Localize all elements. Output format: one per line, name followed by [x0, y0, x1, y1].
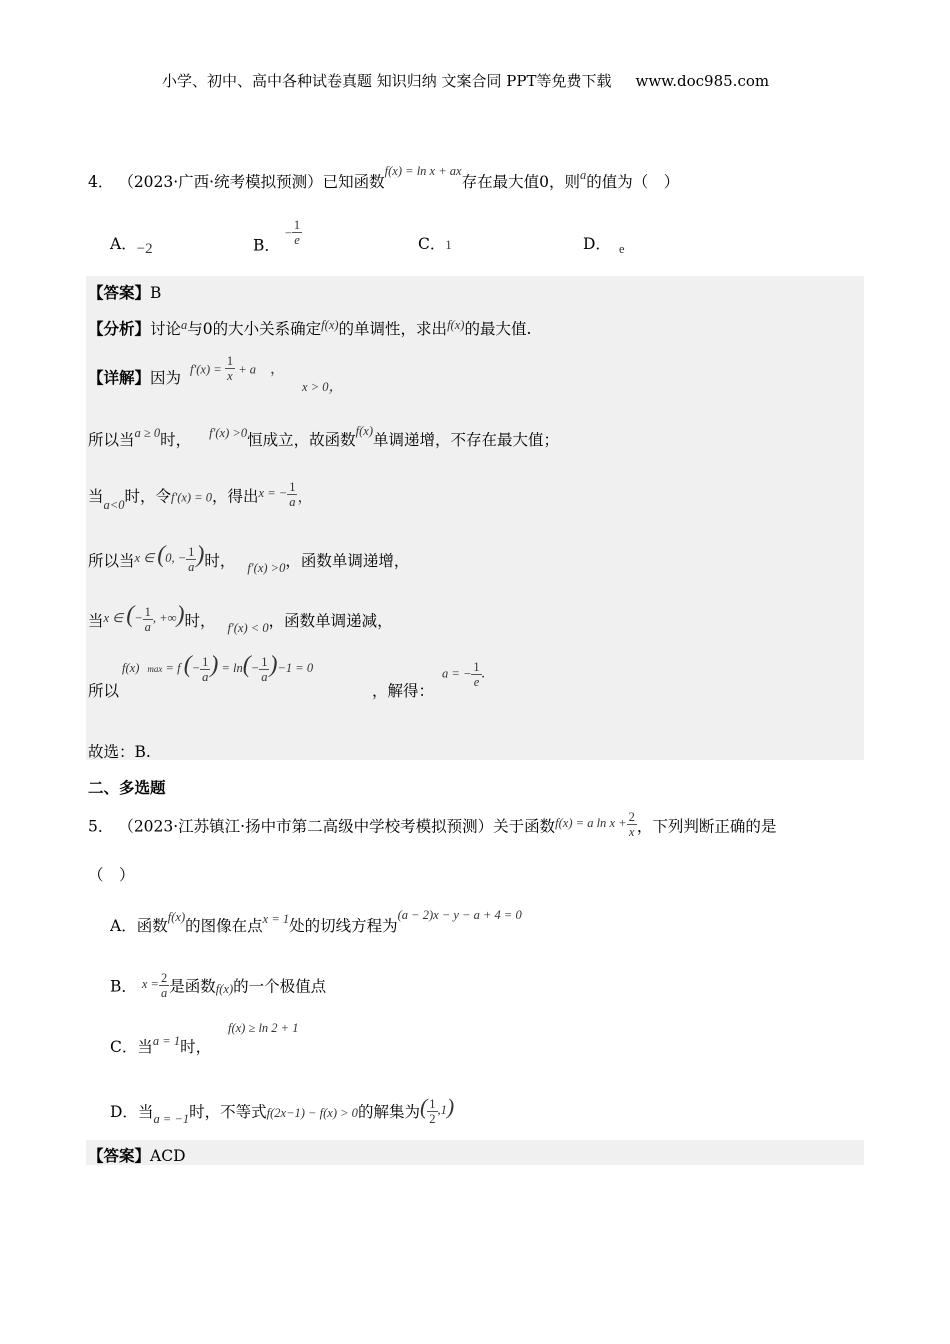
q4-analysis-text-4: 的最大值. [464, 320, 532, 338]
q4-domain: x > 0， [302, 379, 344, 395]
q4-detail-text-2d: 单调递增，不存在最大值； [373, 431, 560, 449]
q4-analysis [88, 317, 531, 339]
q4-detail-line-3: 当$_{a<0}$时，令f′(x) = 0，得出$^{x = - \frac{1}{a}}$ ， [88, 480, 313, 513]
q4-answer [88, 281, 161, 303]
q4-analysis-fx-2: f(x) [447, 318, 465, 332]
q4-detail-text-5: 当 [88, 612, 104, 630]
q4-stem-pre: （2023·广西·统考模拟预测）已知函数 [118, 173, 385, 191]
question-5-stem [88, 810, 777, 843]
q4-detail-tag: 【详解】 [88, 368, 151, 387]
q5-function: f(x) = a ln x + 2 x [555, 810, 635, 839]
q5-option-c-text-2: 时， [180, 1038, 212, 1056]
answer-box-q5 [86, 1140, 864, 1165]
q5-option-d-inequality: f(2x−1) − f(x) > 0 [266, 1106, 358, 1120]
q5-option-d-text-1: 当 [137, 1103, 154, 1121]
q4-analysis-text-1: 讨论 [150, 320, 182, 338]
q5-option-c-inequality: f(x) ≥ ln 2 + 1 [228, 1021, 299, 1035]
q5-option-b-x: x = $\frac{2}{a}$ [141, 971, 168, 1000]
q5-option-b-text-2: 的一个极值点 [233, 977, 327, 996]
q5-option-c-a: a = 1 [152, 1034, 181, 1048]
q4-analysis-text-3: 的单调性，求出 [338, 320, 448, 338]
q4-interval-increasing: x ∈ (0, − 1 a ) [134, 542, 205, 574]
q4-detail-text-5c: ，函数单调递减， [268, 612, 393, 630]
q4-cond-a-ge-0: a ≥ 0 [134, 426, 161, 440]
q4-detail-line-2 [88, 424, 560, 450]
q5-option-a-fx: f(x) [167, 910, 186, 924]
q4-detail-line-1 [88, 366, 181, 388]
q4-option-c-label: C． [418, 235, 446, 253]
q4-detail-text-1: 因为 [150, 369, 182, 387]
q5-option-c-text-1: 当 [137, 1038, 153, 1056]
q4-detail-text-2: 所以当 [88, 431, 135, 449]
q5-option-a-text-2: 的图像在点 [185, 917, 263, 935]
q4-number: 4． [88, 173, 114, 191]
q5-stem-pre: （2023·江苏镇江·扬中市第二高级中学校考模拟预测）关于函数 [118, 817, 556, 836]
q4-detail-text-3c: ，得出 [212, 487, 259, 506]
q4-detail-text-6b: ，解得： [372, 682, 435, 700]
q5-paren: （ ） [88, 866, 135, 884]
question-4-stem [88, 164, 680, 192]
header-text: 小学、初中、高中各种试卷真题 知识归纳 文案合同 PPT等免费下载 [162, 72, 612, 90]
q5-option-d-text-3: 的解集为 [357, 1103, 420, 1121]
q4-detail-text-4c: ，函数单调递增， [285, 552, 410, 570]
q4-deriv-positive-2: f′(x) >0 [247, 561, 286, 575]
q4-stem-post: 的值为（ ） [586, 173, 680, 191]
q4-option-d-label: D． [583, 235, 611, 253]
q5-option-a-label: A． [110, 917, 137, 935]
q4-option-d[interactable] [583, 232, 625, 254]
q4-detail-text-2c: 恒成立，故函数 [247, 431, 356, 449]
q4-var-a: a [579, 168, 587, 182]
q5-answer-tag: 【答案】 [88, 1146, 151, 1165]
q4-option-a[interactable] [110, 232, 153, 257]
q5-option-c[interactable] [110, 1035, 211, 1057]
q4-detail-line-4 [88, 542, 410, 578]
q5-option-d[interactable] [110, 1094, 455, 1129]
q4-detail-text-4b: 时， [204, 552, 236, 570]
q4-analysis-var-a: a [181, 318, 188, 332]
q4-analysis-fx-1: f(x) [321, 318, 339, 332]
q5-answer-value: ACD [150, 1147, 186, 1165]
q5-option-a-point: x = 1 [262, 912, 290, 926]
q4-detail-text-4: 所以当 [88, 552, 135, 570]
q4-option-a-label: A． [110, 235, 137, 253]
q4-max-value-equation: f(x) max = f (− $\frac{1}{a}$ ) = ln(− $\frac{1}{a}$ )−1 = 0 [122, 652, 314, 684]
q4-answer-value: B [150, 284, 162, 302]
q4-critical-point: x = − 1 a [258, 480, 296, 509]
q4-analysis-text-2: 与0的大小关系确定 [187, 320, 322, 338]
q4-solution [372, 679, 434, 701]
q4-detail-line-5 [88, 602, 393, 638]
q5-option-b-fx: f(x) [215, 982, 234, 997]
q4-detail-text-3b: 时，令 [124, 487, 171, 506]
q4-function: f(x) = ln x + ax [384, 164, 462, 178]
q5-option-d-interval: ( $\frac{1}{2}$ ,1) [419, 1094, 455, 1126]
q4-option-b[interactable] [253, 218, 302, 261]
q5-option-a-text-3: 处的切线方程为 [289, 917, 398, 935]
q5-number: 5． [88, 817, 114, 836]
q5-option-a-equation: (a − 2)x − y − a + 4 = 0 [397, 908, 522, 922]
q5-option-d-a: a = −1 [153, 1112, 190, 1126]
q4-detail-text-6: 所以 [88, 682, 120, 700]
q4-detail-line-6 [88, 679, 119, 701]
section-title-multiple-choice: 二、多选题 [88, 778, 166, 797]
q5-option-b[interactable] [110, 971, 327, 1003]
q4-interval-decreasing: x ∈ (− 1 a , +∞) [103, 602, 185, 634]
q4-detail-text-2b: 时， [160, 431, 192, 449]
q5-answer [88, 1144, 186, 1166]
q5-option-b-text-1: 是函数 [169, 977, 216, 996]
q4-option-c[interactable] [418, 232, 452, 254]
q4-result: a = − $\frac{1}{e}$ . [442, 660, 486, 689]
q4-deriv-negative: f′(x) < 0 [227, 621, 269, 635]
q4-deriv-positive-1: f′(x) >0 [209, 426, 248, 440]
q4-detail-text-5b: 时， [184, 612, 216, 630]
q4-fx-3: f(x) [355, 424, 373, 438]
q4-option-d-value: e [618, 242, 625, 256]
q4-stem-mid: 存在最大值0，则 [461, 173, 580, 191]
q5-option-d-label: D． [110, 1103, 138, 1121]
q5-stem-post: ，下列判断正确的是 [636, 817, 777, 836]
header-url[interactable]: www.doc985.com [635, 72, 770, 90]
q4-option-b-label: B． [253, 236, 280, 255]
q4-derivative-formula: f′(x) = $\frac{1}{x}$ + a ， [190, 354, 286, 383]
q4-deriv-zero: f′(x) = 0 [170, 490, 213, 505]
page-header [162, 70, 769, 91]
q4-cond-a-lt-0: a<0 [103, 498, 125, 513]
q5-option-d-text-2: 时，不等式 [189, 1103, 267, 1121]
q4-analysis-tag: 【分析】 [88, 319, 151, 338]
q5-option-c-label: C． [110, 1038, 138, 1056]
q4-conclusion: 故选：B. [88, 743, 151, 761]
q4-option-c-value: 1 [445, 238, 452, 252]
q4-option-b-value: − $\frac{1}{e}$ [284, 218, 301, 247]
q5-option-b-label: B． [110, 977, 137, 996]
q5-option-a-text-1: 函数 [136, 917, 168, 935]
q4-option-a-value: −2 [136, 241, 153, 257]
q4-detail-text-3: 当 [88, 487, 104, 506]
q5-option-a[interactable] [110, 908, 522, 936]
q4-answer-tag: 【答案】 [88, 283, 151, 302]
